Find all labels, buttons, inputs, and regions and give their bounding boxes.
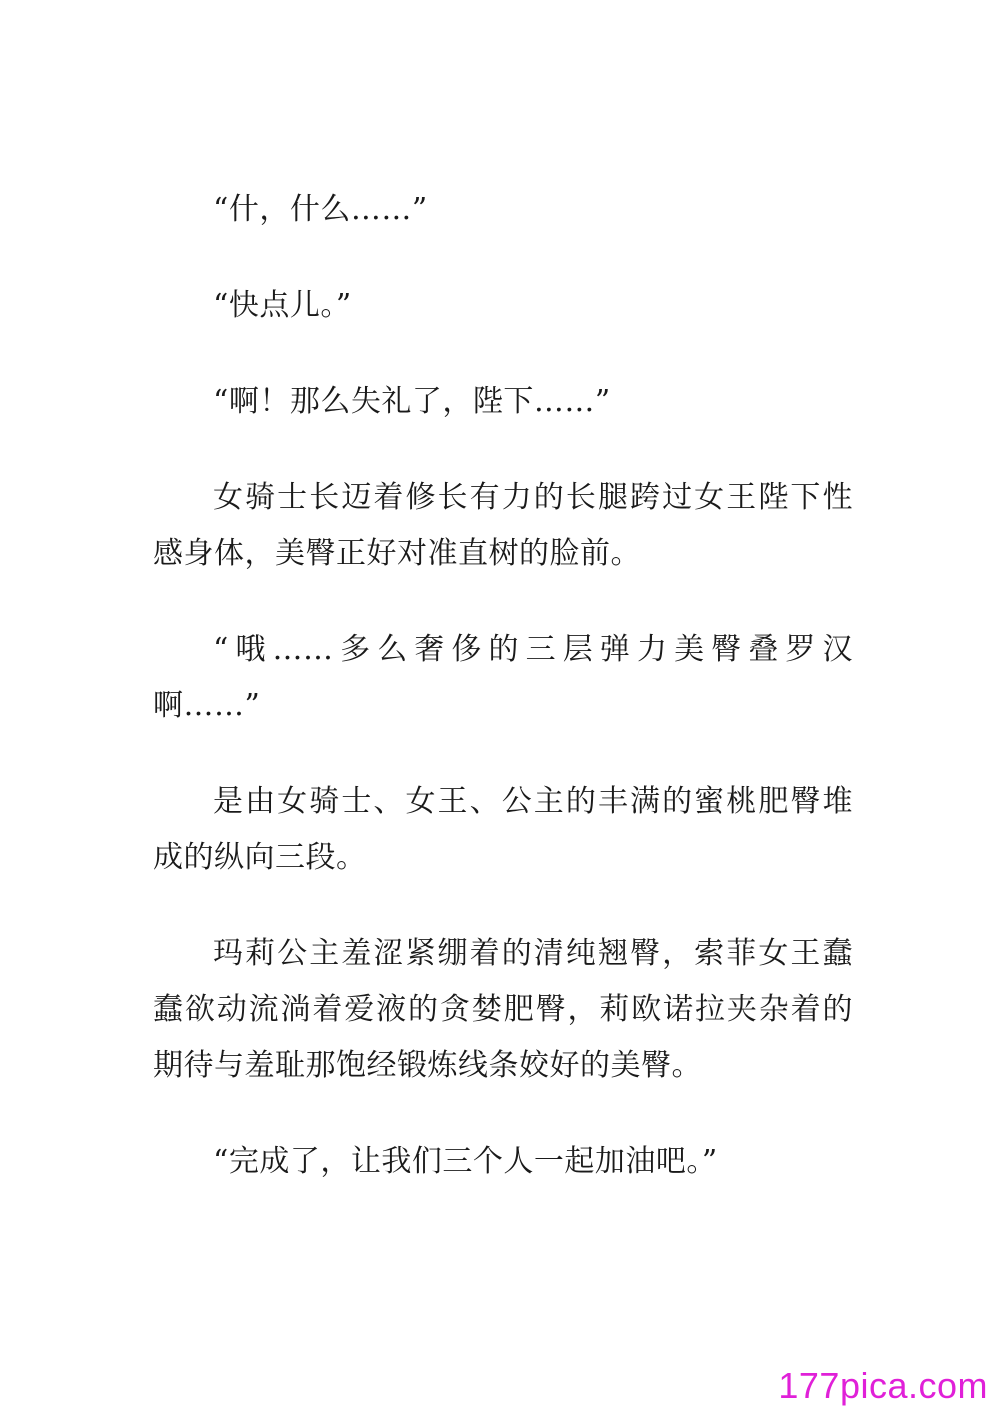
watermark: 177pica.com: [778, 1365, 988, 1406]
document-body: [153, 182, 853, 1230]
paragraph: “快点儿。”: [213, 288, 352, 323]
paragraph: “啊！那么失礼了，陛下……”: [213, 384, 611, 419]
paragraph: 女骑士长迈着修长有力的长腿跨过女王陛下性感身体，美臀正好对准直树的脸前。: [153, 480, 853, 571]
paragraph: “什，什么……”: [213, 192, 428, 227]
paragraph: “完成了，让我们三个人一起加油吧。”: [213, 1144, 718, 1179]
paragraph: 玛莉公主羞涩紧绷着的清纯翘臀，索菲女王蠢蠢欲动流淌着爱液的贪婪肥臀，莉欧诺拉夹杂着的期待与羞耻那饱经锻炼线条姣好的美臀。: [153, 936, 853, 1083]
paragraph: “哦……多么奢侈的三层弹力美臀叠罗汉啊……”: [153, 632, 853, 723]
paragraph: 是由女骑士、女王、公主的丰满的蜜桃肥臀堆成的纵向三段。: [153, 784, 853, 875]
